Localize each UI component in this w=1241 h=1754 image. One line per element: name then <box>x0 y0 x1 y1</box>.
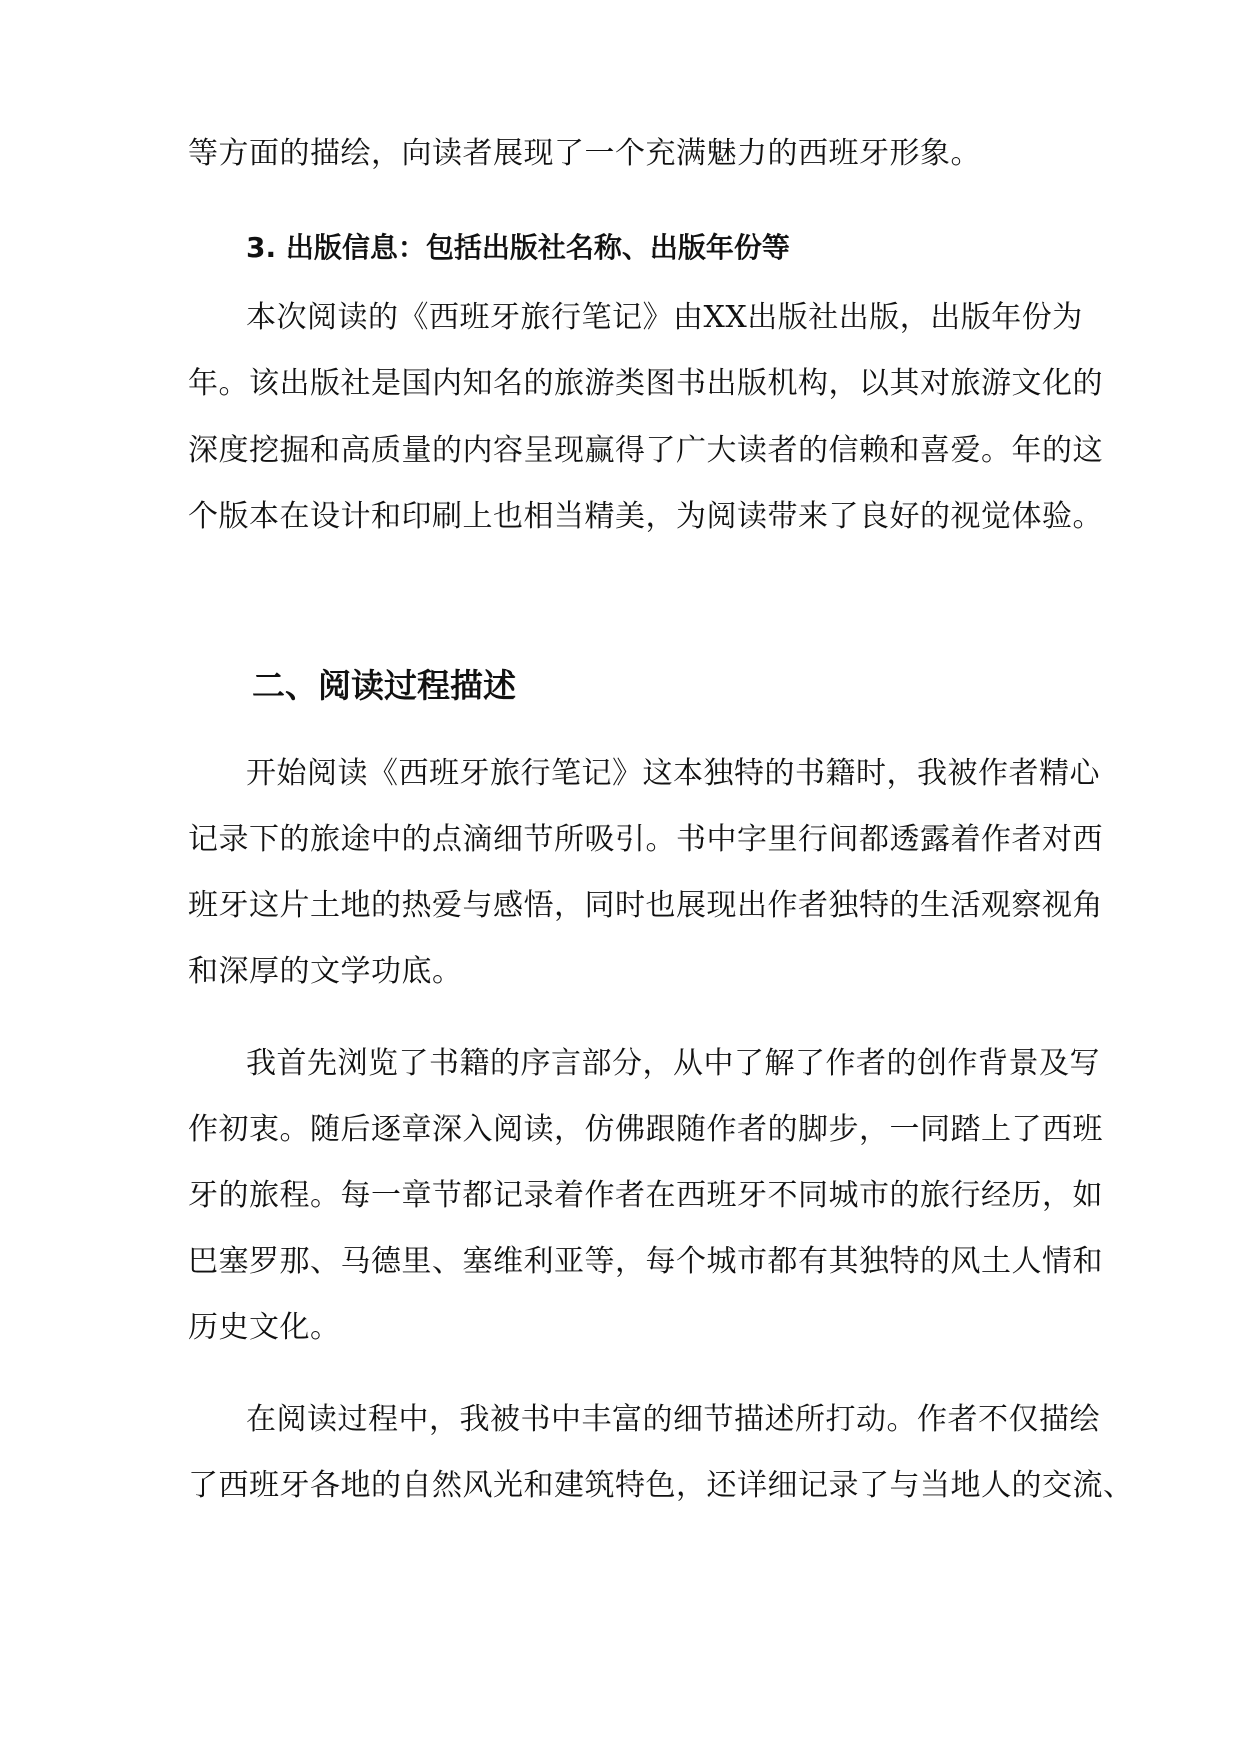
paragraph-line: 班牙这片土地的热爱与感悟，同时也展现出作者独特的生活观察视角 <box>188 888 1103 923</box>
paragraph-line: 年。该出版社是国内知名的旅游类图书出版机构，以其对旅游文化的 <box>188 366 1103 401</box>
paragraph-line: 深度挖掘和高质量的内容呈现赢得了广大读者的信赖和喜爱。年的这 <box>188 433 1103 468</box>
paragraph-line: 记录下的旅途中的点滴细节所吸引。书中字里行间都透露着作者对西 <box>188 822 1103 857</box>
paragraph-line: 巴塞罗那、马德里、塞维利亚等，每个城市都有其独特的风土人情和 <box>188 1244 1103 1279</box>
paragraph-line: 我首先浏览了书籍的序言部分，从中了解了作者的创作背景及写 <box>246 1046 1100 1081</box>
section-heading: 二、阅读过程描述 <box>252 666 516 705</box>
paragraph-line: 牙的旅程。每一章节都记录着作者在西班牙不同城市的旅行经历，如 <box>188 1178 1103 1213</box>
subheading-publication-info: 3. 出版信息：包括出版社名称、出版年份等 <box>246 231 790 264</box>
paragraph-line: 开始阅读《西班牙旅行笔记》这本独特的书籍时，我被作者精心 <box>246 756 1100 791</box>
paragraph-line: 等方面的描绘，向读者展现了一个充满魅力的西班牙形象。 <box>188 136 981 171</box>
paragraph-line: 和深厚的文学功底。 <box>188 954 463 989</box>
paragraph-line: 在阅读过程中，我被书中丰富的细节描述所打动。作者不仅描绘 <box>246 1402 1100 1437</box>
paragraph-line: 历史文化。 <box>188 1310 341 1345</box>
paragraph-line: 了西班牙各地的自然风光和建筑特色，还详细记录了与当地人的交流、 <box>188 1468 1134 1503</box>
paragraph-line: 个版本在设计和印刷上也相当精美，为阅读带来了良好的视觉体验。 <box>188 499 1103 534</box>
paragraph-line: 本次阅读的《西班牙旅行笔记》由XX出版社出版，出版年份为 <box>246 300 1083 335</box>
paragraph-line: 作初衷。随后逐章深入阅读，仿佛跟随作者的脚步，一同踏上了西班 <box>188 1112 1103 1147</box>
